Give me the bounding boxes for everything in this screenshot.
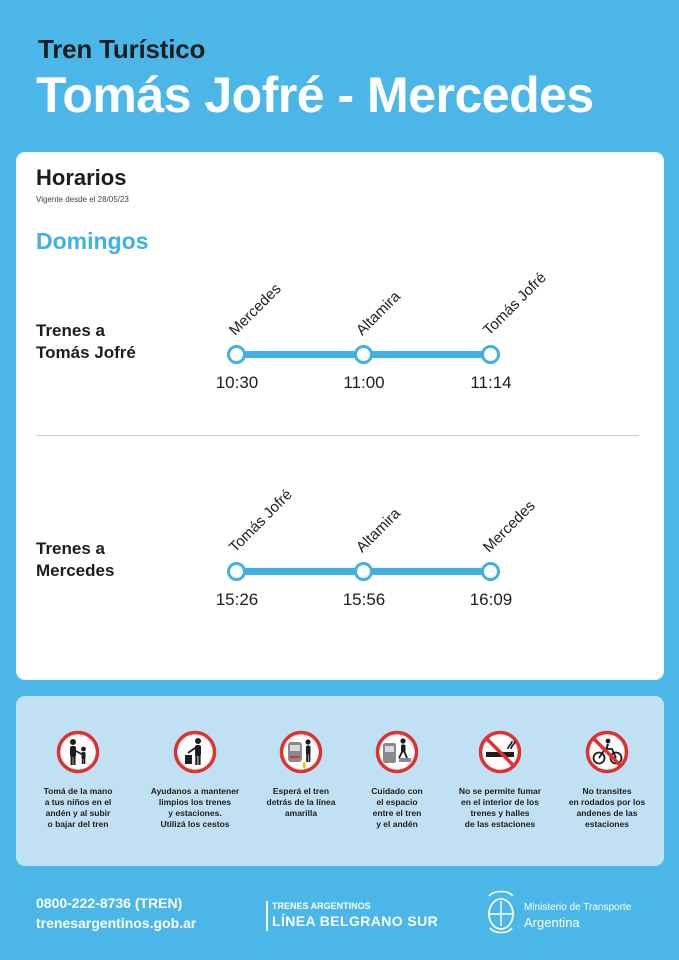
stop-dot	[227, 345, 246, 364]
day-heading: Domingos	[36, 228, 149, 254]
website-link[interactable]: trenesargentinos.gob.ar	[36, 915, 197, 931]
stop-dot	[481, 562, 500, 581]
stop-name: Mercedes	[225, 280, 285, 339]
page-title: Tomás Jofré - Mercedes	[36, 67, 594, 123]
stop-dot	[354, 345, 373, 364]
ministry-name: Ministerio de Transporte	[524, 902, 632, 913]
child-hand-icon	[56, 730, 100, 774]
rule-text: Tomá de la mano a tus niños en el andén y al subir o bajar del tren	[43, 786, 113, 829]
route-label-to-mercedes	[36, 538, 114, 582]
no-smoking-icon	[478, 730, 522, 774]
brand-line-name: LÍNEA BELGRANO SUR	[272, 913, 439, 929]
phone-number[interactable]: 0800-222-8736 (TREN)	[36, 895, 183, 911]
divider	[36, 435, 639, 436]
stop-name: Tomás Jofré	[479, 269, 550, 339]
route-label-to-tomas-jofre	[36, 320, 136, 364]
stop-name: Tomás Jofré	[225, 486, 296, 556]
schedule-card	[16, 152, 664, 680]
national-seal-icon	[484, 888, 518, 936]
route-label-line1: Trenes a	[36, 321, 105, 340]
departure-time: 11:00	[343, 373, 385, 392]
no-bikes-icon	[585, 730, 629, 774]
validity-note: Vigente desde el 28/05/23	[36, 195, 129, 204]
route-label-line2: Tomás Jofré	[36, 343, 136, 362]
stop-name: Mercedes	[479, 497, 539, 556]
brand-small-label: TRENES ARGENTINOS	[272, 901, 371, 911]
rule-text: No se permite fumar en el interior de los trenes y halles de las estaciones	[458, 786, 542, 829]
stop-dot	[481, 345, 500, 364]
rule-text: No transites en rodados por los andenes de las estaciones	[568, 786, 646, 829]
departure-time: 15:56	[342, 590, 386, 609]
supertitle: Tren Turístico	[38, 34, 206, 64]
mind-gap-icon	[375, 730, 419, 774]
rule-text: Cuidado con el espacio entre el tren y el andén	[371, 786, 423, 829]
rule-text: Esperá el tren detrás de la línea amarilla	[266, 786, 336, 818]
departure-time: 16:09	[469, 590, 513, 609]
stop-name: Altamira	[352, 505, 404, 556]
departure-time: 15:26	[215, 590, 259, 609]
safety-rules-panel	[16, 696, 664, 866]
stop-dot	[354, 562, 373, 581]
schedule-title: Horarios	[36, 165, 127, 190]
stop-name: Altamira	[352, 288, 404, 339]
stop-dot	[227, 562, 246, 581]
rule-text: Ayudanos a mantener limpios los trenes y estaciones. Utilizá los cestos	[150, 786, 240, 829]
brand-separator	[266, 901, 268, 931]
departure-time: 11:14	[470, 373, 512, 392]
departure-time: 10:30	[215, 373, 259, 392]
ministry-country: Argentina	[524, 915, 580, 930]
route-label-line1: Trenes a	[36, 539, 105, 558]
wait-yellow-line-icon	[279, 730, 323, 774]
route-label-line2: Mercedes	[36, 561, 115, 580]
clean-bin-icon	[173, 730, 217, 774]
